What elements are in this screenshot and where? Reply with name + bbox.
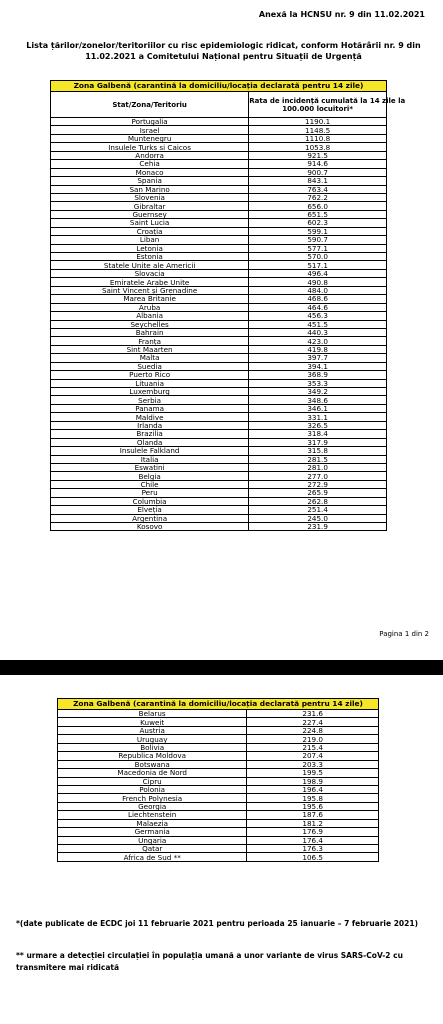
country-cell: Brazilia bbox=[51, 430, 249, 438]
country-cell: Eswatini bbox=[51, 463, 249, 471]
table-row bbox=[51, 134, 387, 142]
table-row bbox=[51, 447, 387, 455]
rate-cell: 195.8 bbox=[247, 794, 379, 802]
rate-cell: 346.1 bbox=[249, 404, 387, 412]
country-cell: Kuweit bbox=[58, 718, 247, 726]
rate-cell: 176.3 bbox=[247, 845, 379, 853]
rate-cell: 456.3 bbox=[249, 312, 387, 320]
table-row bbox=[51, 151, 387, 159]
country-cell: Croația bbox=[51, 227, 249, 235]
table-row bbox=[51, 118, 387, 126]
table-row bbox=[51, 514, 387, 522]
rate-cell: 900.7 bbox=[249, 168, 387, 176]
table-row bbox=[51, 506, 387, 514]
rate-cell: 496.4 bbox=[249, 269, 387, 277]
country-cell: Cipru bbox=[58, 777, 247, 785]
rate-cell: 468.6 bbox=[249, 295, 387, 303]
rate-cell: 763.4 bbox=[249, 185, 387, 193]
country-cell: Panama bbox=[51, 404, 249, 412]
rate-cell: 651.5 bbox=[249, 210, 387, 218]
country-cell: Italia bbox=[51, 455, 249, 463]
rate-cell: 1110.8 bbox=[249, 134, 387, 142]
rate-cell: 199.5 bbox=[247, 769, 379, 777]
document-title bbox=[20, 40, 427, 62]
country-cell: Belgia bbox=[51, 472, 249, 480]
rate-cell: 195.6 bbox=[247, 802, 379, 810]
zone-banner-row bbox=[58, 699, 379, 710]
table-row bbox=[51, 168, 387, 176]
table-row bbox=[51, 438, 387, 446]
rate-cell: 262.8 bbox=[249, 497, 387, 505]
country-cell: Luxemburg bbox=[51, 388, 249, 396]
table-row bbox=[51, 126, 387, 134]
rate-cell: 843.1 bbox=[249, 177, 387, 185]
country-cell: Andorra bbox=[51, 151, 249, 159]
table-row bbox=[51, 202, 387, 210]
rate-cell: 231.9 bbox=[249, 523, 387, 531]
country-cell: Saint Lucia bbox=[51, 219, 249, 227]
table-row bbox=[51, 337, 387, 345]
rate-cell: 281.5 bbox=[249, 455, 387, 463]
country-cell: Liechtenstein bbox=[58, 811, 247, 819]
rate-cell: 349.2 bbox=[249, 388, 387, 396]
rate-cell: 187.6 bbox=[247, 811, 379, 819]
title-line-1: Lista țărilor/zonelor/teritoriilor cu risc epidemiologic ridicat, conform Hotărârii nr. 9 din bbox=[26, 41, 421, 50]
rate-cell: 440.3 bbox=[249, 328, 387, 336]
country-cell: Puerto Rico bbox=[51, 371, 249, 379]
table-row bbox=[51, 320, 387, 328]
country-cell: Belarus bbox=[58, 710, 247, 718]
table-row bbox=[51, 396, 387, 404]
country-cell: Bahrain bbox=[51, 328, 249, 336]
table-row bbox=[58, 777, 379, 785]
country-cell: Polonia bbox=[58, 785, 247, 793]
rate-cell: 272.9 bbox=[249, 480, 387, 488]
table-row bbox=[51, 388, 387, 396]
rate-cell: 397.7 bbox=[249, 354, 387, 362]
rate-cell: 353.3 bbox=[249, 379, 387, 387]
country-cell: Suedia bbox=[51, 362, 249, 370]
table-row bbox=[51, 261, 387, 269]
table-row bbox=[51, 227, 387, 235]
rate-cell: 196.4 bbox=[247, 785, 379, 793]
country-cell: Liban bbox=[51, 236, 249, 244]
country-cell: Insulele Turks si Caicos bbox=[51, 143, 249, 151]
yellow-zone-table-page-2 bbox=[57, 698, 379, 862]
page-number: Pagina 1 din 2 bbox=[379, 630, 429, 638]
table-row bbox=[58, 836, 379, 844]
table-row bbox=[58, 845, 379, 853]
table-row bbox=[51, 236, 387, 244]
country-cell: Uruguay bbox=[58, 735, 247, 743]
table-row bbox=[51, 523, 387, 531]
rate-cell: 176.9 bbox=[247, 828, 379, 836]
country-cell: Malaezia bbox=[58, 819, 247, 827]
table-row bbox=[51, 295, 387, 303]
rate-cell: 176.4 bbox=[247, 836, 379, 844]
rate-cell: 451.5 bbox=[249, 320, 387, 328]
rate-cell: 577.1 bbox=[249, 244, 387, 252]
country-cell: Seychelles bbox=[51, 320, 249, 328]
country-cell: Monaco bbox=[51, 168, 249, 176]
country-cell: Peru bbox=[51, 489, 249, 497]
rate-cell: 315.8 bbox=[249, 447, 387, 455]
table-row bbox=[51, 354, 387, 362]
table-row bbox=[58, 726, 379, 734]
country-cell: Macedonia de Nord bbox=[58, 769, 247, 777]
table-row bbox=[58, 811, 379, 819]
header-country: Stat/Zona/Teritoriu bbox=[51, 92, 249, 118]
rate-cell: 602.3 bbox=[249, 219, 387, 227]
country-cell: Serbia bbox=[51, 396, 249, 404]
country-cell: Emiratele Arabe Unite bbox=[51, 278, 249, 286]
rate-cell: 921.5 bbox=[249, 151, 387, 159]
rate-cell: 656.0 bbox=[249, 202, 387, 210]
table-row bbox=[51, 371, 387, 379]
table-row bbox=[51, 160, 387, 168]
rate-cell: 318.4 bbox=[249, 430, 387, 438]
table-row bbox=[51, 404, 387, 412]
country-cell: Elveția bbox=[51, 506, 249, 514]
rate-cell: 517.1 bbox=[249, 261, 387, 269]
rate-cell: 368.9 bbox=[249, 371, 387, 379]
table-row bbox=[51, 345, 387, 353]
table-row bbox=[51, 303, 387, 311]
table-row bbox=[51, 430, 387, 438]
footnote-ecdc: *(date publicate de ECDC joi 11 februarie 2021 pentru perioada 25 ianuarie – 7 februarie 2021) bbox=[16, 919, 419, 928]
country-cell: Guernsey bbox=[51, 210, 249, 218]
rate-cell: 762.2 bbox=[249, 193, 387, 201]
rate-cell: 219.0 bbox=[247, 735, 379, 743]
table-row bbox=[58, 710, 379, 718]
country-cell: Irlanda bbox=[51, 421, 249, 429]
rate-cell: 590.7 bbox=[249, 236, 387, 244]
page-separator bbox=[0, 660, 443, 675]
rate-cell: 394.1 bbox=[249, 362, 387, 370]
table-row bbox=[51, 312, 387, 320]
country-cell: Letonia bbox=[51, 244, 249, 252]
country-cell: Statele Unite ale Americii bbox=[51, 261, 249, 269]
rate-cell: 570.0 bbox=[249, 253, 387, 261]
table-header-row bbox=[51, 92, 387, 118]
table-row bbox=[51, 244, 387, 252]
rate-cell: 224.8 bbox=[247, 726, 379, 734]
rate-cell: 914.6 bbox=[249, 160, 387, 168]
table-row bbox=[51, 497, 387, 505]
rate-cell: 181.2 bbox=[247, 819, 379, 827]
header-rate-line-2: 100.000 locuitori* bbox=[282, 104, 353, 113]
table-row bbox=[58, 853, 379, 861]
table-row bbox=[58, 828, 379, 836]
rate-cell: 251.4 bbox=[249, 506, 387, 514]
rate-cell: 317.9 bbox=[249, 438, 387, 446]
rate-cell: 106.5 bbox=[247, 853, 379, 861]
rate-cell: 484.0 bbox=[249, 286, 387, 294]
table-row bbox=[51, 455, 387, 463]
table-row bbox=[51, 286, 387, 294]
table-row bbox=[51, 177, 387, 185]
country-cell: Qatar bbox=[58, 845, 247, 853]
country-cell: Slovacia bbox=[51, 269, 249, 277]
country-cell: French Polynesia bbox=[58, 794, 247, 802]
country-cell: Malta bbox=[51, 354, 249, 362]
country-cell: Gibraltar bbox=[51, 202, 249, 210]
rate-cell: 490.8 bbox=[249, 278, 387, 286]
table-row bbox=[51, 463, 387, 471]
table-row bbox=[58, 735, 379, 743]
rate-cell: 245.0 bbox=[249, 514, 387, 522]
table-row bbox=[51, 269, 387, 277]
country-cell: Saint Vincent și Grenadine bbox=[51, 286, 249, 294]
country-cell: Africa de Sud ** bbox=[58, 853, 247, 861]
table-row bbox=[51, 480, 387, 488]
country-cell: Germania bbox=[58, 828, 247, 836]
country-cell: Aruba bbox=[51, 303, 249, 311]
table-row bbox=[51, 413, 387, 421]
table-row bbox=[51, 219, 387, 227]
table-row bbox=[58, 794, 379, 802]
header-rate bbox=[249, 92, 406, 118]
table-row bbox=[51, 210, 387, 218]
country-cell: Spania bbox=[51, 177, 249, 185]
rate-cell: 331.1 bbox=[249, 413, 387, 421]
footnote-variants: ** urmare a detecției circulației în populația umană a unor variante de virus SARS-CoV-2 cu transmitere mai ridicată bbox=[16, 951, 403, 972]
yellow-zone-table-page-1 bbox=[50, 80, 406, 532]
table-row bbox=[58, 743, 379, 751]
country-cell: Maldive bbox=[51, 413, 249, 421]
country-cell: San Marino bbox=[51, 185, 249, 193]
country-cell: Slovenia bbox=[51, 193, 249, 201]
table-row bbox=[51, 421, 387, 429]
country-cell: Georgia bbox=[58, 802, 247, 810]
country-cell: Portugalia bbox=[51, 118, 249, 126]
rate-cell: 207.4 bbox=[247, 752, 379, 760]
country-cell: Chile bbox=[51, 480, 249, 488]
rate-cell: 265.9 bbox=[249, 489, 387, 497]
country-cell: Cehia bbox=[51, 160, 249, 168]
country-cell: Olanda bbox=[51, 438, 249, 446]
rate-cell: 203.3 bbox=[247, 760, 379, 768]
table-row bbox=[58, 760, 379, 768]
rate-cell: 1148.5 bbox=[249, 126, 387, 134]
country-cell: Estonia bbox=[51, 253, 249, 261]
rate-cell: 348.6 bbox=[249, 396, 387, 404]
table-row bbox=[58, 819, 379, 827]
rate-cell: 419.8 bbox=[249, 345, 387, 353]
rate-cell: 281.0 bbox=[249, 463, 387, 471]
country-cell: Bolivia bbox=[58, 743, 247, 751]
zone-banner: Zona Galbenă (carantină la domiciliu/locația declarată pentru 14 zile) bbox=[51, 81, 387, 92]
rate-cell: 231.6 bbox=[247, 710, 379, 718]
country-cell: Argentina bbox=[51, 514, 249, 522]
table-row bbox=[51, 143, 387, 151]
table-row bbox=[58, 785, 379, 793]
table-row bbox=[51, 379, 387, 387]
table-row bbox=[58, 752, 379, 760]
country-cell: Israel bbox=[51, 126, 249, 134]
table-row bbox=[51, 489, 387, 497]
country-cell: Marea Britanie bbox=[51, 295, 249, 303]
annex-reference: Anexă la HCNSU nr. 9 din 11.02.2021 bbox=[258, 10, 425, 19]
title-line-2: 11.02.2021 a Comitetului Național pentru Situații de Urgență bbox=[85, 52, 362, 61]
country-cell: Ungaria bbox=[58, 836, 247, 844]
country-cell: Austria bbox=[58, 726, 247, 734]
rate-cell: 198.9 bbox=[247, 777, 379, 785]
country-cell: Sint Maarten bbox=[51, 345, 249, 353]
rate-cell: 1053.8 bbox=[249, 143, 387, 151]
table-row bbox=[51, 472, 387, 480]
country-cell: Kosovo bbox=[51, 523, 249, 531]
table-row bbox=[58, 769, 379, 777]
table-row bbox=[58, 802, 379, 810]
country-cell: Insulele Falkland bbox=[51, 447, 249, 455]
rate-cell: 227.4 bbox=[247, 718, 379, 726]
country-cell: Franța bbox=[51, 337, 249, 345]
table-row bbox=[51, 253, 387, 261]
rate-cell: 215.4 bbox=[247, 743, 379, 751]
zone-banner-row bbox=[51, 81, 387, 92]
header-rate-line-1: Rata de incidență cumulată la 14 zile la bbox=[249, 96, 406, 105]
country-cell: Botswana bbox=[58, 760, 247, 768]
table-row bbox=[51, 278, 387, 286]
table-row bbox=[51, 328, 387, 336]
rate-cell: 423.0 bbox=[249, 337, 387, 345]
rate-cell: 277.0 bbox=[249, 472, 387, 480]
table-row bbox=[51, 193, 387, 201]
country-cell: Lituania bbox=[51, 379, 249, 387]
country-cell: Albania bbox=[51, 312, 249, 320]
table-row bbox=[58, 718, 379, 726]
country-cell: Republica Moldova bbox=[58, 752, 247, 760]
country-cell: Columbia bbox=[51, 497, 249, 505]
table-row bbox=[51, 185, 387, 193]
rate-cell: 599.1 bbox=[249, 227, 387, 235]
country-cell: Muntenegru bbox=[51, 134, 249, 142]
rate-cell: 326.5 bbox=[249, 421, 387, 429]
zone-banner: Zona Galbenă (carantină la domiciliu/locația declarată pentru 14 zile) bbox=[58, 699, 379, 710]
rate-cell: 464.6 bbox=[249, 303, 387, 311]
table-row bbox=[51, 362, 387, 370]
rate-cell: 1190.1 bbox=[249, 118, 387, 126]
